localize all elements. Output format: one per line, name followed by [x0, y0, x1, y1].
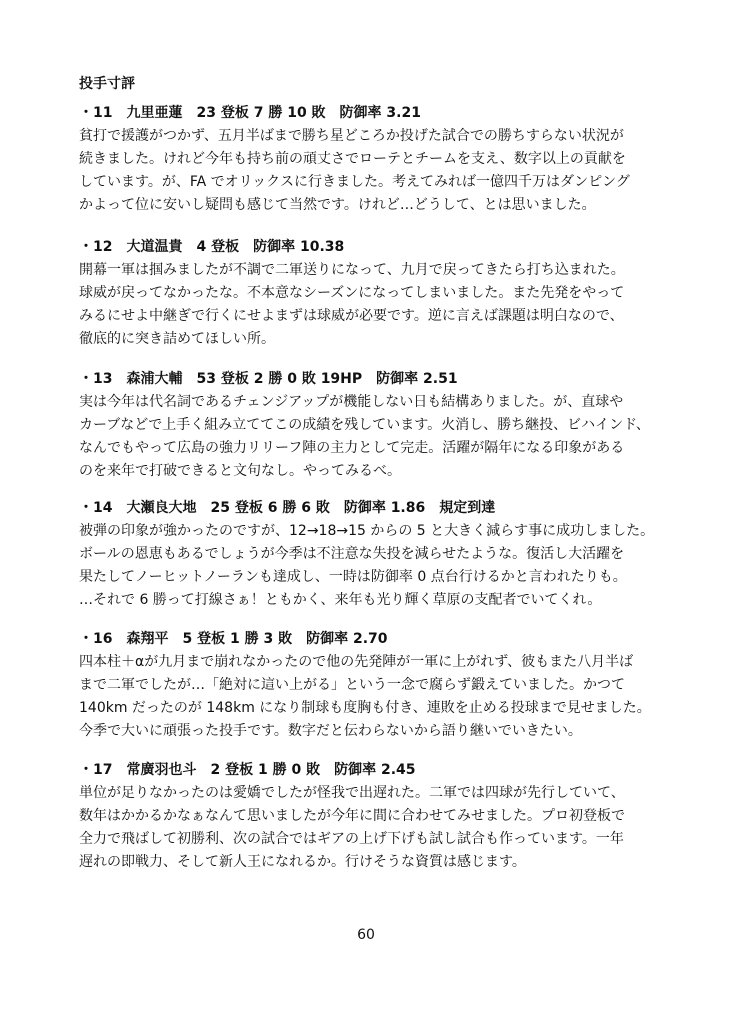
page-number: 60 [357, 927, 375, 943]
pitcher-entry-11 [79, 101, 699, 217]
entry-line: 単位が足りなかったのは愛嬌でしたが怪我で出遅れた。二軍では四球が先行していて、 [79, 785, 625, 801]
entry-line: のを来年で打破できると文句なし。やってみるべ。 [79, 463, 401, 479]
entry-line: 果たしてノーヒットノーランも達成し、一時は防御率 0 点台行けるかと言われたりも。 [79, 569, 627, 585]
entry-line: 被弾の印象が強かったのですが、12→18→15 からの 5 と大きく減らす事に成功しました。 [79, 523, 655, 539]
entry-title: ・14 大瀬良大地 25 登板 6 勝 6 敗 防御率 1.86 規定到達 [79, 500, 496, 516]
entry-line: …それで 6 勝って打線さぁ！ともかく、来年も光り輝く草原の支配者でいてくれ。 [79, 592, 602, 608]
entry-title: ・11 九里亜蓮 23 登板 7 勝 10 敗 防御率 3.21 [79, 105, 421, 121]
entry-line: 徹底的に突き詰めてほしい所。 [79, 331, 275, 347]
entry-line: みるにせよ中継ぎで行くにせよまずは球威が必要です。逆に言えば課題は明白なので、 [79, 308, 624, 324]
entry-line: しています。が、FA でオリックスに行きました。考えてみれば一億四千万はダンピング [79, 174, 630, 190]
entry-line: かよって位に安いし疑問も感じて当然です。けれど…どうして、とは思いました。 [79, 197, 596, 213]
entry-line: 貧打で援護がつかず、五月半ばまで勝ち星どころか投げた試合での勝ちすらない状況が [79, 128, 624, 144]
entry-line: 140km だったのが 148km になり制球も度胸も付き、連敗を止める投球まで見せました。 [79, 700, 651, 716]
entry-title: ・13 森浦大輔 53 登板 2 勝 0 敗 19HP 防御率 2.51 [79, 371, 458, 387]
pitcher-entry-17 [79, 758, 699, 874]
entry-line: 数年はかかるかなぁなんて思いましたが今年に間に合わせてみせました。プロ初登板で [79, 808, 625, 824]
pitcher-entry-14 [79, 496, 699, 612]
pitcher-entry-12 [79, 235, 699, 351]
entry-line: なんでもやって広島の強力リリーフ陣の主力として完走。活躍が隔年になる印象がある [79, 440, 625, 456]
entry-line: 球威が戻ってなかったな。不本意なシーズンになってしまいました。また先発をやって [79, 285, 625, 301]
entry-line: 四本柱＋αが九月まで崩れなかったので他の先発陣が一軍に上がれず、彼もまた八月半ば [79, 654, 634, 670]
entry-line: 全力で飛ばして初勝利、次の試合ではギアの上げ下げも試し試合も作っています。一年 [79, 831, 624, 847]
section-heading: 投手寸評 [79, 76, 135, 92]
entry-title: ・16 森翔平 5 登板 1 勝 3 敗 防御率 2.70 [79, 631, 388, 647]
entry-title: ・12 大道温貴 4 登板 防御率 10.38 [79, 239, 345, 255]
entry-line: ボールの恩恵もあるでしょうが今季は不注意な失投を減らせたような。復活し大活躍を [79, 546, 625, 562]
entry-line: カーブなどで上手く組み立ててこの成績を残しています。火消し、勝ち継投、ビハインド、 [79, 417, 650, 433]
entry-line: 遅れの即戦力、そして新人王になれるか。行けそうな資質は感じます。 [79, 854, 526, 870]
entry-line: 開幕一軍は掴みましたが不調で二軍送りになって、九月で戻ってきたら打ち込まれた。 [79, 262, 625, 278]
entry-line: 今季で大いに頑張った投手です。数字だと伝わらないから語り継いでいきたい。 [79, 723, 582, 739]
pitcher-entry-16 [79, 627, 699, 743]
entry-line: 続きました。けれど今年も持ち前の頑丈さでローテとチームを支え、数字以上の貢献を [79, 151, 626, 167]
entry-line: まで二軍でしたが…「絶対に這い上がる」という一念で腐らず鍛えていました。かつて [79, 677, 625, 693]
pitcher-entry-13 [79, 367, 699, 483]
entry-line: 実は今年は代名詞であるチェンジアップが機能しない日も結構ありました。が、直球や [79, 394, 624, 410]
entry-title: ・17 常廣羽也斗 2 登板 1 勝 0 敗 防御率 2.45 [79, 762, 416, 778]
